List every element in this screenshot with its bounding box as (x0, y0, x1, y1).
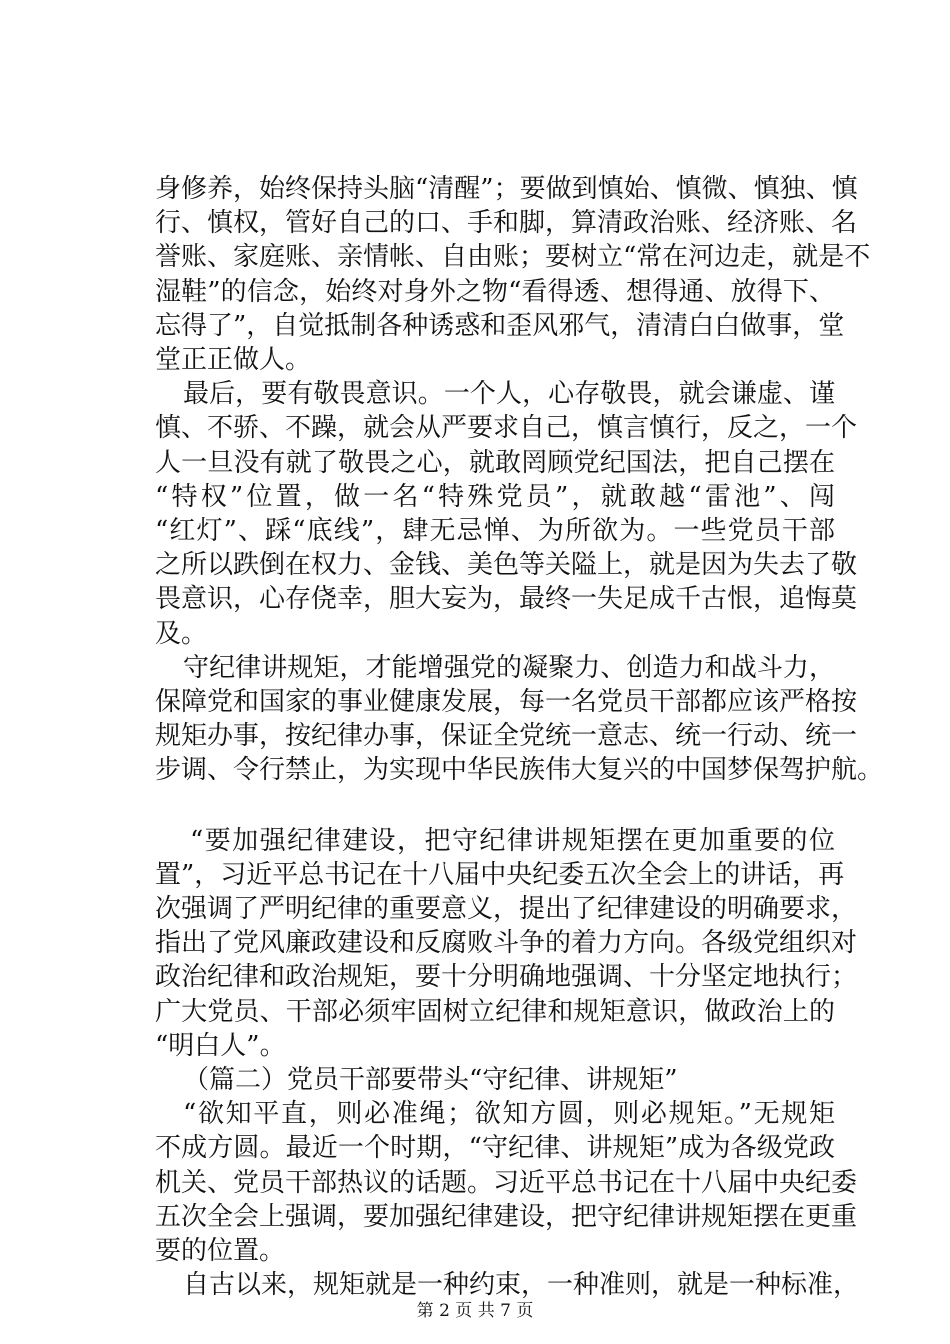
paragraph-first-line: “要加强纪律建设，把守纪律讲规矩摆在更加重要的位 (190, 825, 835, 856)
paragraph-first-line: 守纪律讲规矩，才能增强党的凝聚力、创造力和战斗力， (183, 652, 835, 683)
text-line: 誉账、家庭账、亲情帐、自由账；要树立“常在河边走，就是不 (155, 242, 871, 273)
text-line: 政治纪律和政治规矩，要十分明确地强调、十分坚定地执行； (155, 962, 858, 993)
text-line: 五次全会上强调，要加强纪律建设，把守纪律讲规矩摆在更重 (155, 1201, 858, 1232)
text-line: “明白人”。 (155, 1030, 286, 1061)
text-line: 慎、不骄、不躁，就会从严要求自己，慎言慎行，反之，一个 (155, 413, 858, 444)
text-line: 不成方圆。最近一个时期，“守纪律、讲规矩”成为各级党政 (155, 1133, 835, 1164)
paragraph-first-line: 最后，要有敬畏意识。一个人，心存敬畏，就会谦虚、谨 (183, 379, 835, 410)
text-line: 人一旦没有就了敬畏之心，就敢罔顾党纪国法，把自己摆在 (155, 447, 835, 478)
paragraph-first-line: 自古以来，规矩就是一种约束，一种准则，就是一种标准， (183, 1270, 860, 1301)
text-line: 畏意识，心存侥幸，胆大妄为，最终一失足成千古恨，追悔莫 (155, 584, 858, 615)
text-line: 机关、党员干部热议的话题。习近平总书记在十八届中央纪委 (155, 1167, 858, 1198)
text-line: 指出了党风廉政建设和反腐败斗争的着力方向。各级党组织对 (155, 928, 858, 959)
text-line: 保障党和国家的事业健康发展，每一名党员干部都应该严格按 (155, 687, 858, 717)
text-line: 要的位置。 (155, 1236, 286, 1266)
text-line: 次强调了严明纪律的重要意义，提出了纪律建设的明确要求， (155, 894, 858, 924)
text-line: 置”，习近平总书记在十八届中央纪委五次全会上的讲话，再 (155, 859, 845, 890)
text-line: 及。 (155, 618, 208, 649)
text-line: 之所以跌倒在权力、金钱、美色等关隘上，就是因为失去了敬 (155, 550, 858, 581)
text-line: “特权”位置，做一名“特殊党员”，就敢越“雷池”、闯 (155, 481, 835, 512)
text-line: 湿鞋”的信念，始终对身外之物“看得透、想得通、放得下、 (155, 276, 835, 307)
text-line: “红灯”、踩“底线”，肆无忌惮、为所欲为。一些党员干部 (155, 516, 835, 546)
section-heading: （篇二）党员干部要带头“守纪律、讲规矩” (183, 1065, 678, 1095)
text-line: 堂正正做人。 (155, 345, 312, 375)
page-number-footer: 第 2 页 共 7 页 (416, 1301, 534, 1321)
text-line: 忘得了”，自觉抵制各种诱惑和歪风邪气，清清白白做事，堂 (155, 310, 845, 341)
text-line: 广大党员、干部必须牢固树立纪律和规矩意识，做政治上的 (155, 996, 835, 1027)
paragraph-first-line: “欲知平直，则必准绳；欲知方圆，则必规矩。”无规矩 (183, 1099, 835, 1130)
text-line: 步调、令行禁止，为实现中华民族伟大复兴的中国梦保驾护航。 (155, 755, 884, 786)
text-line: 身修养，始终保持头脑“清醒”；要做到慎始、慎微、慎独、慎 (155, 174, 858, 204)
text-line: 规矩办事，按纪律办事，保证全党统一意志、统一行动、统一 (155, 721, 858, 752)
text-line: 行、慎权，管好自己的口、手和脚，算清政治账、经济账、名 (155, 208, 858, 239)
